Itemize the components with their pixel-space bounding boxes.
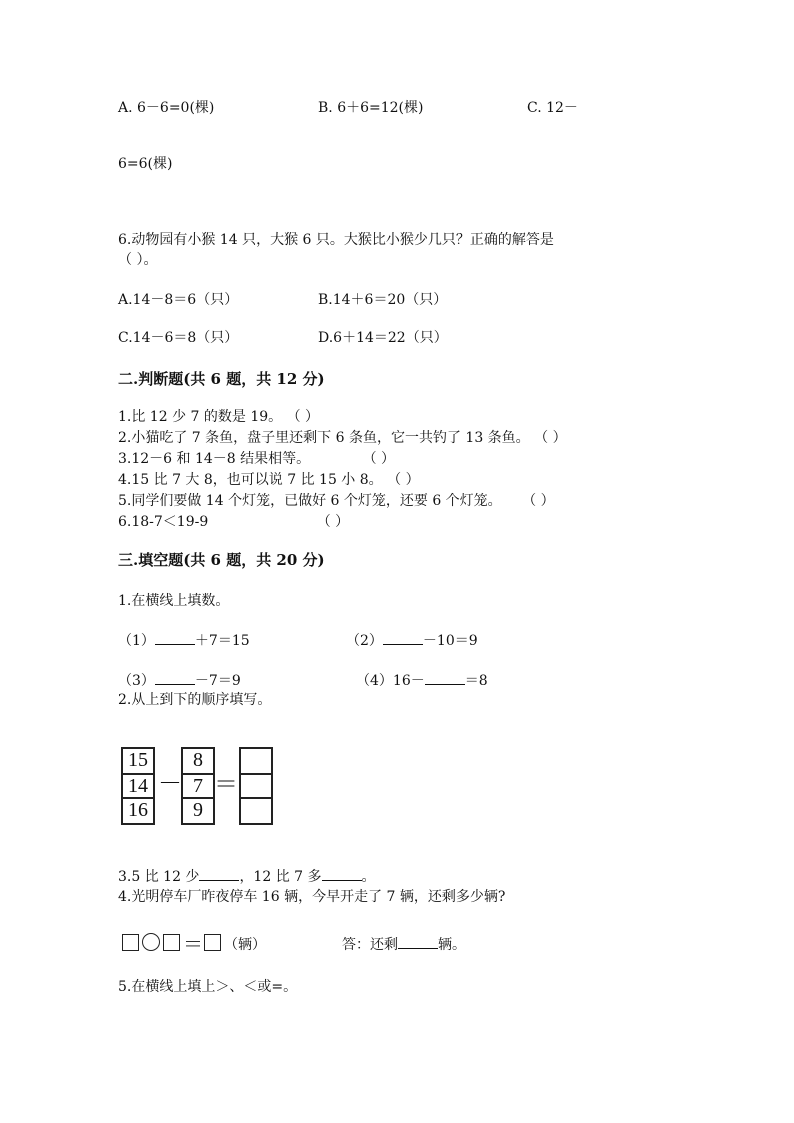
q5-option-c-cont: 6=6(棵) — [118, 156, 173, 172]
fill-q1-part1-rest: ＋7＝15 — [194, 633, 250, 649]
left-number-column — [121, 747, 155, 825]
q5-option-a: A. 6－6=0(棵) — [118, 100, 215, 116]
q6-option-c: C.14－6＝8（只） — [118, 330, 239, 346]
fill-q1-part4-label: （4）16－ — [356, 673, 425, 689]
middle-number-column — [181, 747, 215, 825]
equals-sign: ＝ — [214, 772, 238, 798]
fill-q1-part1 — [118, 630, 250, 651]
fill-q1-part4 — [356, 670, 488, 691]
judge-item-3-text: 3.12－6 和 14－8 结果相等。 — [118, 451, 311, 467]
fill-q4-answer-blank[interactable] — [398, 934, 438, 949]
fill-q3-part2: ，12 比 7 多 — [239, 869, 322, 885]
judge-item-3 — [118, 449, 395, 469]
fill-q4-unit: （辆） — [224, 937, 266, 953]
fill-q1-part2-blank[interactable] — [383, 630, 423, 645]
fill-q4-stem: 4.光明停车厂昨夜停车 16 辆，今早开走了 7 辆，还剩多少辆? — [118, 889, 506, 905]
answer-column — [239, 747, 273, 825]
fill-q4-answer-post: 辆。 — [438, 937, 466, 953]
answer-box-1[interactable] — [241, 749, 271, 773]
fill-q1-part3 — [118, 670, 241, 691]
q5-option-b: B. 6＋6=12(棵) — [318, 100, 424, 116]
fill-q1-part1-label: （1） — [118, 633, 155, 649]
fill-q1-part3-label: （3） — [118, 673, 155, 689]
judge-item-6 — [118, 512, 349, 532]
section3-title: 三.填空题(共 6 题，共 20 分) — [118, 551, 325, 569]
section2-title: 二.判断题(共 6 题，共 12 分) — [118, 370, 325, 388]
judge-item-5-paren[interactable]: （ ） — [522, 493, 555, 509]
middle-number-3: 9 — [183, 797, 213, 821]
fill-q3 — [118, 866, 376, 887]
fill-q1-part2 — [346, 630, 478, 651]
q6-stem: 6.动物园有小猴 14 只，大猴 6 只。大猴比小猴少几只？正确的解答是 — [118, 232, 554, 248]
fill-q1-part3-blank[interactable] — [155, 670, 195, 685]
fill-q3-blank-2[interactable] — [322, 866, 362, 881]
q6-option-a: A.14－8＝6（只） — [118, 292, 239, 308]
q6-option-b: B.14＋6＝20（只） — [318, 292, 448, 308]
judge-item-4 — [118, 470, 420, 490]
fill-q1-part1-blank[interactable] — [155, 630, 195, 645]
middle-number-2: 7 — [183, 773, 213, 797]
fill-q5-stem: 5.在横线上填上＞、＜或=。 — [118, 979, 298, 995]
judge-item-6-paren[interactable]: （ ） — [316, 514, 350, 530]
answer-box-2[interactable] — [241, 773, 271, 797]
fill-q3-part1: 3.5 比 12 少 — [118, 869, 200, 885]
middle-number-1: 8 — [193, 749, 203, 771]
fill-q2-stem: 2.从上到下的顺序填写。 — [118, 692, 272, 708]
answer-box-3[interactable] — [241, 797, 271, 823]
left-number-3: 16 — [123, 797, 153, 821]
fill-q4-answer — [342, 934, 466, 955]
q6-option-d: D.6＋14＝22（只） — [318, 330, 448, 346]
fill-q1-part4-blank[interactable] — [425, 670, 465, 685]
equation-equals: ＝ — [183, 932, 203, 956]
fill-q3-part3: 。 — [361, 869, 376, 885]
fill-q4-equation — [122, 933, 266, 955]
judge-item-4-paren[interactable]: （ ） — [387, 472, 420, 488]
fill-q1-stem: 1.在横线上填数。 — [118, 593, 230, 609]
fill-q1-part2-label: （2） — [346, 633, 383, 649]
equation-box-1[interactable] — [122, 934, 139, 951]
judge-item-6-text: 6.18-7＜19-9 — [118, 514, 209, 530]
fill-q4-answer-pre: 答：还剩 — [342, 937, 398, 953]
q5-option-c: C. 12－ — [527, 100, 578, 116]
judge-item-4-text: 4.15 比 7 大 8，也可以说 7 比 15 小 8。 — [118, 472, 383, 488]
fill-q1-part4-rest: ＝8 — [464, 673, 488, 689]
operator-circle[interactable] — [142, 933, 160, 951]
fill-q3-blank-1[interactable] — [199, 866, 239, 881]
judge-item-5-text: 5.同学们要做 14 个灯笼，已做好 6 个灯笼，还要 6 个灯笼。 — [118, 493, 502, 509]
judge-item-3-paren[interactable]: （ ） — [362, 451, 396, 467]
left-number-2: 14 — [123, 773, 153, 797]
left-number-1: 15 — [128, 749, 148, 771]
minus-sign: － — [158, 771, 182, 797]
q6-answer-paren: （ ）。 — [118, 252, 158, 268]
equation-result-box[interactable] — [204, 934, 221, 951]
judge-item-1-text: 1.比 12 少 7 的数是 19。 — [118, 409, 283, 425]
fill-q1-part2-rest: －10＝9 — [422, 633, 478, 649]
judge-item-1-paren[interactable]: （ ） — [286, 409, 320, 425]
equation-box-2[interactable] — [163, 934, 180, 951]
fill-q1-part3-rest: －7＝9 — [194, 673, 241, 689]
judge-item-5 — [118, 491, 555, 511]
judge-item-2-paren[interactable]: （ ） — [534, 430, 567, 446]
judge-item-1 — [118, 407, 319, 427]
judge-item-2 — [118, 428, 567, 448]
judge-item-2-text: 2.小猫吃了 7 条鱼，盘子里还剩下 6 条鱼，它一共钓了 13 条鱼。 — [118, 430, 530, 446]
